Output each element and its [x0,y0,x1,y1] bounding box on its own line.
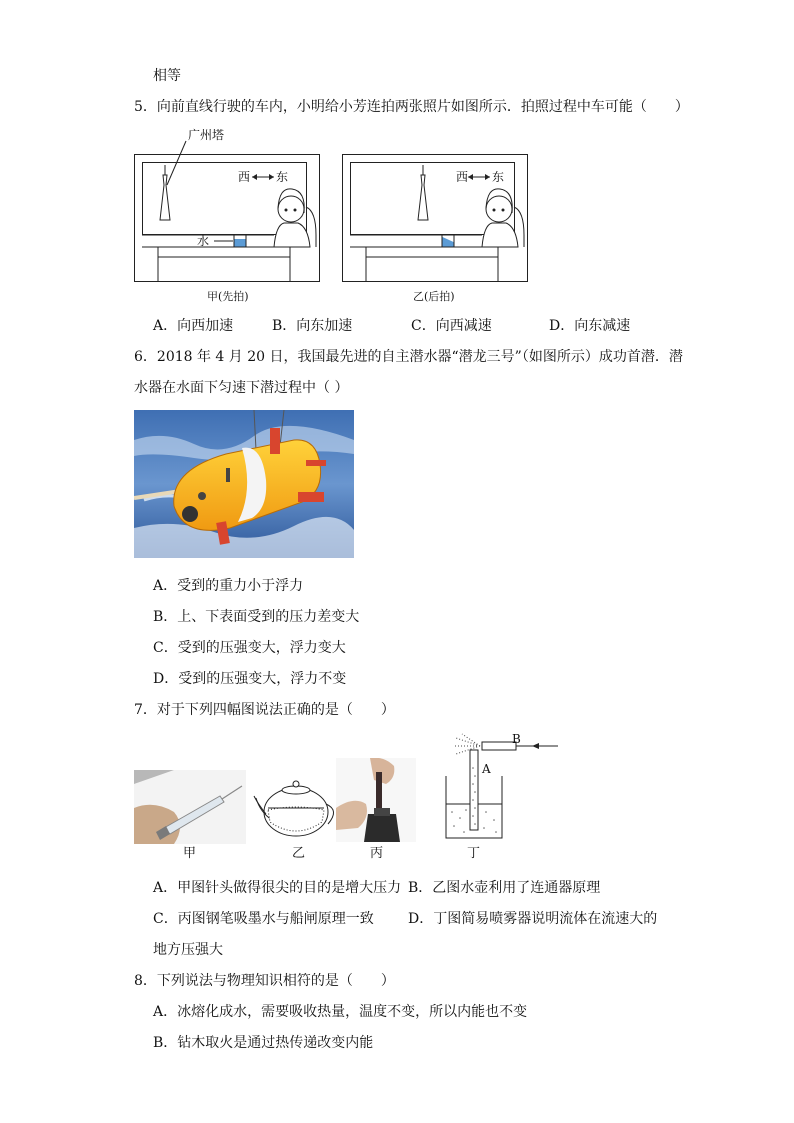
q6-option-d[interactable]: D．受到的压强变大，浮力不变 [153,671,347,687]
tower-label: 广州塔 [188,128,225,142]
q7-option-d-line2[interactable]: 地方压强大 [153,942,223,958]
east-label-right: 东 [492,170,505,184]
q5-caption-right: 乙(后拍) [413,290,455,303]
submersible-photo [134,410,354,558]
q7-caption-ding: 丁 [467,846,481,861]
q5-option-b[interactable]: B．向东加速 [272,318,353,334]
q5-option-a[interactable]: A．向西加速 [153,318,234,334]
q7-figure-ding [440,732,562,842]
q8-option-a[interactable]: A．冰熔化成水，需要吸收热量，温度不变，所以内能也不变 [153,1004,528,1020]
sprayer-label-a: A [482,762,491,776]
q5-figure-left [134,125,324,285]
q7-figure-jia [134,770,246,844]
q7-option-c[interactable]: C．丙图钢笔吸墨水与船闸原理一致 [153,911,374,927]
question-7-stem: 7．对于下列四幅图说法正确的是（ ） [134,702,395,718]
q7-figure-bing [336,758,416,842]
question-6-stem-line1: 6．2018 年 4 月 20 日，我国最先进的自主潜水器“潜龙三号”（如图所示）成功首潜．潜 [134,349,683,365]
q7-caption-jia: 甲 [183,846,197,861]
q7-figure-yi [252,774,338,840]
q5-option-d[interactable]: D．向东减速 [549,318,631,334]
question-5-stem: 5．向前直线行驶的车内，小明给小芳连拍两张照片如图所示．拍照过程中车可能（ ） [134,99,689,115]
question-8-stem: 8．下列说法与物理知识相符的是（ ） [134,973,395,989]
q7-option-a[interactable]: A．甲图针头做得很尖的目的是增大压力 [153,880,402,896]
q5-option-c[interactable]: C．向西减速 [411,318,492,334]
west-label-right: 西 [456,170,469,184]
q5-caption-left: 甲(先拍) [207,290,249,303]
q6-option-b[interactable]: B．上、下表面受到的压力差变大 [153,609,360,625]
water-label: 水 [197,234,210,248]
question-6-stem-line2: 水器在水面下匀速下潜过程中（ ） [134,380,349,396]
q5-figure-right [342,125,532,285]
continued-fragment: 相等 [153,68,181,84]
sprayer-label-b: B [512,732,521,746]
q8-option-b[interactable]: B．钻木取火是通过热传递改变内能 [153,1035,374,1051]
west-label-left: 西 [238,170,251,184]
q7-caption-yi: 乙 [292,846,306,861]
q7-option-b[interactable]: B．乙图水壶利用了连通器原理 [408,880,601,896]
q6-option-a[interactable]: A．受到的重力小于浮力 [153,578,304,594]
q6-option-c[interactable]: C．受到的压强变大，浮力变大 [153,640,346,656]
q7-option-d-line1[interactable]: D．丁图简易喷雾器说明流体在流速大的 [408,911,658,927]
east-label-left: 东 [276,170,289,184]
q7-caption-bing: 丙 [370,846,384,861]
